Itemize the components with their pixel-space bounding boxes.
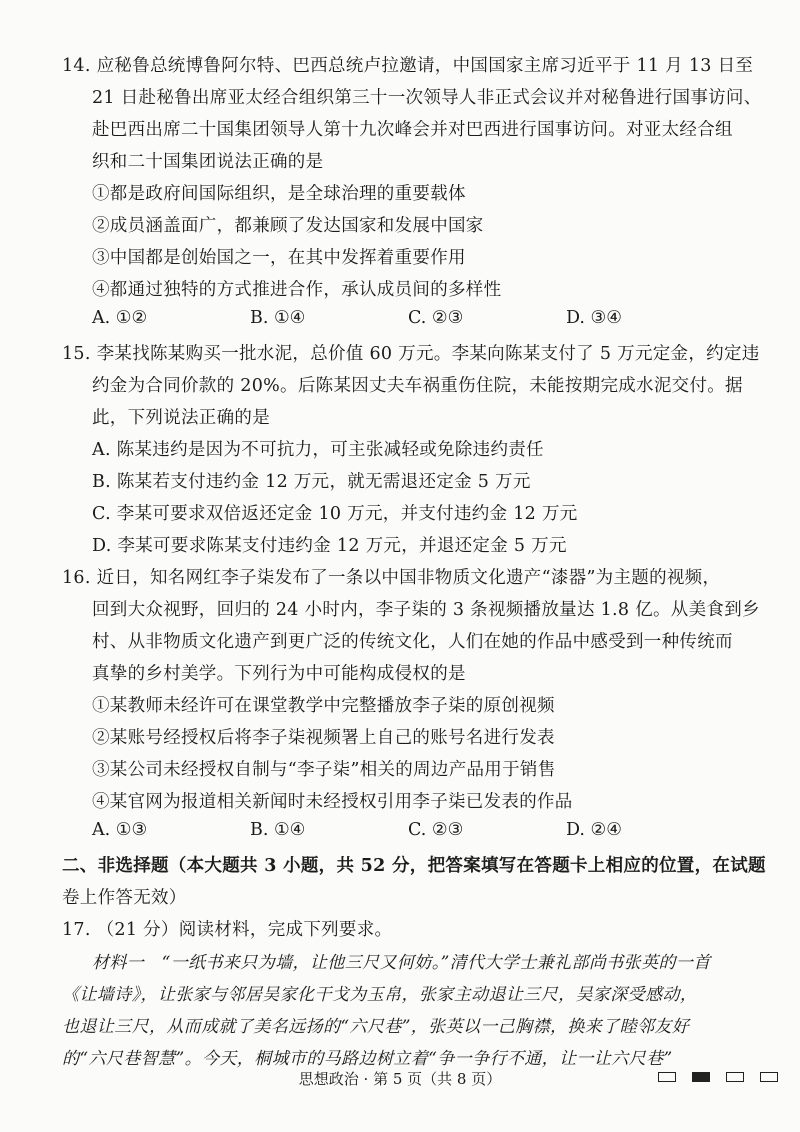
q16-option-c: C. ②③: [408, 820, 464, 840]
square-outline-icon: [658, 1072, 676, 1082]
q16-statement-1: ①某教师未经许可在课堂教学中完整播放李子柒的原创视频: [92, 696, 555, 716]
q16-option-d: D. ②④: [566, 820, 622, 840]
q16-line: 村、从非物质文化遗产到更广泛的传统文化，人们在她的作品中感受到一种传统而: [92, 632, 733, 652]
square-outline-icon: [760, 1072, 778, 1082]
q14-line: 14. 应秘鲁总统博鲁阿尔特、巴西总统卢拉邀请，中国国家主席习近平于 11 月 13 日至: [62, 56, 754, 76]
q14-line: 21 日赴秘鲁出席亚太经合组织第三十一次领导人非正式会议并对秘鲁进行国事访问、: [92, 88, 762, 108]
q14-line: 赴巴西出席二十国集团领导人第十九次峰会并对巴西进行国事访问。对亚太经合组: [92, 120, 733, 140]
q14-option-a: A. ①②: [92, 308, 148, 328]
material-line: 材料一 “一纸书来只为墙，让他三尺又何妨。”清代大学士兼礼部尚书张英的一首: [92, 953, 711, 973]
q15-line: 15. 李某找陈某购买一批水泥，总价值 60 万元。李某向陈某支付了 5 万元定金，约定违: [62, 344, 760, 364]
page-footer: 思想政治 · 第 5 页（共 8 页）: [298, 1070, 502, 1088]
q17-header: 17. （21 分）阅读材料，完成下列要求。: [62, 920, 393, 940]
q14-statement-4: ④都通过独特的方式推进合作，承认成员间的多样性: [92, 280, 502, 300]
q15-option-b: B. 陈某若支付违约金 12 万元，就无需退还定金 5 万元: [92, 472, 531, 492]
q14-line: 织和二十国集团说法正确的是: [92, 152, 324, 172]
q14-option-d: D. ③④: [566, 308, 622, 328]
q14-statement-1: ①都是政府间国际组织，是全球治理的重要载体: [92, 184, 466, 204]
q15-option-d: D. 李某可要求陈某支付违约金 12 万元，并退还定金 5 万元: [92, 536, 567, 556]
q16-statement-4: ④某官网为报道相关新闻时未经授权引用李子柒已发表的作品: [92, 792, 573, 812]
q15-option-c: C. 李某可要求双倍返还定金 10 万元，并支付违约金 12 万元: [92, 504, 578, 524]
q16-line: 真挚的乡村美学。下列行为中可能构成侵权的是: [92, 664, 466, 684]
q15-line: 此，下列说法正确的是: [92, 408, 270, 428]
q14-option-b: B. ①④: [250, 308, 306, 328]
square-outline-icon: [726, 1072, 744, 1082]
q14-statement-3: ③中国都是创始国之一，在其中发挥着重要作用: [92, 248, 466, 268]
q16-line: 回到大众视野，回归的 24 小时内，李子柒的 3 条视频播放量达 1.8 亿。从美食到乡: [92, 600, 760, 620]
section-heading: 二、非选择题（本大题共 3 小题，共 52 分，把答案填写在答题卡上相应的位置，在试题: [62, 856, 766, 876]
material-line: 《让墙诗》，让张家与邻居吴家化干戈为玉帛，张家主动退让三尺，吴家深受感动，: [62, 985, 698, 1005]
q16-option-a: A. ①③: [92, 820, 148, 840]
q16-line: 16. 近日，知名网红李子柒发布了一条以中国非物质文化遗产“漆器”为主题的视频，: [62, 568, 721, 588]
q16-statement-3: ③某公司未经授权自制与“李子柒”相关的周边产品用于销售: [92, 760, 556, 780]
material-line: 也退让三尺，从而成就了美名远扬的“六尺巷”，张英以一己胸襟，换来了睦邻友好: [62, 1017, 690, 1037]
material-line: 的“六尺巷智慧”。今天，桐城市的马路边树立着“争一争行不通，让一让六尺巷”: [62, 1049, 673, 1069]
q15-option-a: A. 陈某违约是因为不可抗力，可主张减轻或免除违约责任: [92, 440, 544, 460]
q15-line: 约金为合同价款的 20%。后陈某因丈夫车祸重伤住院，未能按期完成水泥交付。据: [92, 376, 743, 396]
square-filled-icon: [692, 1072, 710, 1082]
q16-option-b: B. ①④: [250, 820, 306, 840]
q14-statement-2: ②成员涵盖面广，都兼顾了发达国家和发展中国家: [92, 216, 484, 236]
q16-statement-2: ②某账号经授权后将李子柒视频署上自己的账号名进行发表: [92, 728, 555, 748]
q14-option-c: C. ②③: [408, 308, 464, 328]
section-heading-cont: 卷上作答无效）: [62, 888, 187, 908]
